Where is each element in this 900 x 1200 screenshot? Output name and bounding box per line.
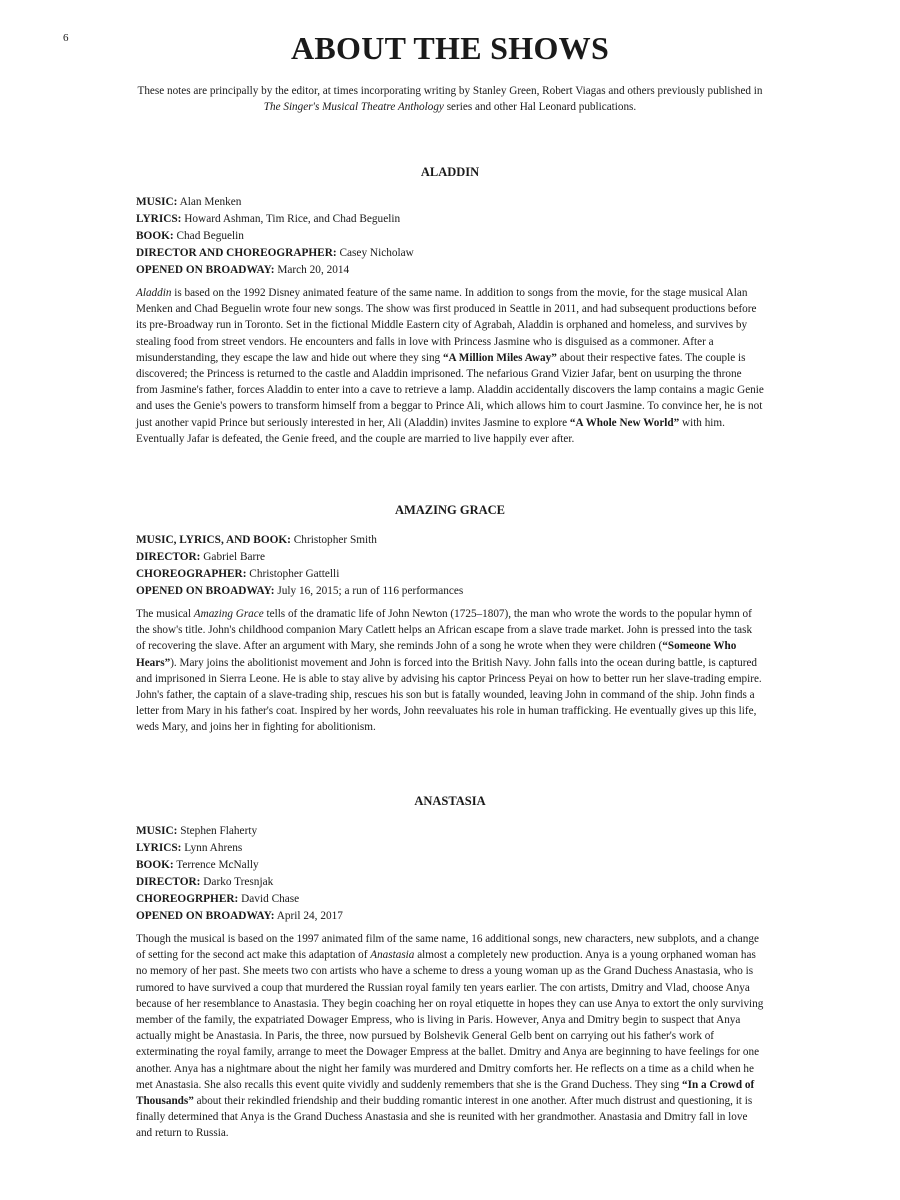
credit-label: CHOREOGRAPHER: (136, 568, 247, 580)
credit-choreographer (136, 566, 764, 583)
credit-label: LYRICS: (136, 213, 182, 225)
section-anastasia (136, 794, 764, 1142)
song-title: “A Whole New World” (569, 416, 680, 429)
intro-paragraph (135, 83, 765, 115)
credit-label: MUSIC, LYRICS, AND BOOK: (136, 534, 291, 546)
synopsis-text: tells of the dramatic life of John Newton (1725–1807), the man who wrote the words to the popular hymn of the show's title. John's childhood companion Mary Catlett helps an African escape from a slave trade market. John is pressed into the task of recovering the slave. After an argument with Mary, she reminds John of a song he wrote when they were children ( (136, 608, 753, 653)
section-title: ALADDIN (420, 165, 480, 179)
credit-value: Howard Ashman, Tim Rice, and Chad Beguelin (181, 213, 401, 225)
credit-value: Terrence McNally (173, 859, 259, 871)
credit-value: March 20, 2014 (274, 264, 350, 276)
credit-book (136, 228, 764, 245)
credit-value: Gabriel Barre (200, 551, 266, 563)
credit-label: DIRECTOR AND CHOREOGRAPHER: (136, 247, 337, 259)
credit-value: Christopher Smith (290, 534, 377, 546)
credit-music (136, 823, 764, 840)
credit-value: Alan Menken (177, 196, 242, 208)
synopsis-text: is based on the 1992 Disney animated feature of the same name. In addition to songs from the movie, for the stage musical Alan Menken and Chad Beguelin wrote four new songs. The show was first produced in Seattle in 2011, and had subsequent productions before its pre-Broadway run in Toronto. Set in the fictional Middle Eastern city of Agrabah, Aladdin is orphaned and homeless, and survives by stealing food from street vendors. He encounters and falls in love with Princess Jasmine who is disguised as a commoner. After a misunderstanding, they escape the law and hide out where they sing (136, 287, 757, 364)
credit-value: Casey Nicholaw (336, 247, 414, 259)
synopsis-text: The musical (136, 608, 194, 620)
show-title-italic: Aladdin (136, 287, 172, 299)
credit-value: Chad Beguelin (173, 230, 244, 242)
song-title: “Someone Who Hears” (136, 640, 737, 669)
credit-value: David Chase (238, 893, 300, 905)
song-title: “A Million Miles Away” (442, 351, 557, 364)
credits-list (136, 532, 764, 600)
credit-label: DIRECTOR: (136, 551, 201, 563)
synopsis-text: ). Mary joins the abolitionist movement and John is forced into the British Navy. John falls into the ocean during battle, is captured and imprisoned in Sierra Leone. He is able to stay alive by advising his captor Princess Peyai on how to better run her slave-trading empire. John's father, the captain of a slave-trading ship, rescues his son but is fatally wounded, leaving John in command of the ship. John finds a letter from Mary in his father's coat. Inspired by her words, John reevaluates his role in human trafficking. He eventually gives up this life, weds Mary, and joins her in fighting for abolitionism. (136, 656, 762, 734)
page-title: ABOUT THE SHOWS (290, 30, 610, 66)
credit-director (136, 549, 764, 566)
credit-opened (136, 583, 764, 600)
synopsis (136, 285, 764, 447)
credit-value: Lynn Ahrens (181, 842, 243, 854)
credit-value: Stephen Flaherty (177, 825, 258, 837)
section-aladdin (136, 165, 764, 447)
intro-text-1: These notes are principally by the editor, at times incorporating writing by Stanley Green, Robert Viagas and others previously published in (137, 85, 763, 97)
credit-lyrics (136, 211, 764, 228)
song-title: “In a Crowd of Thousands” (136, 1078, 755, 1108)
credit-label: BOOK: (136, 859, 174, 871)
show-title-italic: Anastasia (370, 949, 415, 962)
credit-label: MUSIC: (136, 196, 178, 208)
credit-label: OPENED ON BROADWAY: (136, 585, 275, 597)
credit-value: Darko Tresnjak (200, 876, 274, 888)
credit-opened (136, 262, 764, 279)
credits-list (136, 823, 764, 925)
credit-director (136, 874, 764, 891)
credit-choreographer (136, 891, 764, 908)
synopsis-text: about their respective fates. The couple is discovered; the Princess is returned to the castle and Aladdin imprisoned. The nefarious Grand Vizier Jafar, bent on usurping the throne from Jasmine's father, forces Aladdin to enter into a cave to retrieve a lamp. Aladdin accidentally discovers the lamp contains a magic Genie and uses the Genie's powers to transform himself from a beggar to Prince Ali, which allows him to court Jasmine. To convince her, he is not just another vapid Prince but seriously interested in her, Ali (Aladdin) invites Jasmine to explore (136, 351, 764, 429)
credit-music-lyrics-book (136, 532, 764, 549)
intro-italic-title: The Singer's Musical Theatre Anthology (263, 101, 444, 113)
synopsis-text: about their rekindled friendship and their budding romantic interest in one another. After much distrust and questioning, it is finally determined that Anya is the Grand Duchess Anastasia and she is reunited with her grandmother. Anastasia and Dmitry fall in love and return to Russia. (136, 1095, 753, 1140)
credits-list (136, 194, 764, 279)
credit-label: DIRECTOR: (136, 876, 201, 888)
section-title: ANASTASIA (414, 794, 486, 808)
intro-text-2: series and other Hal Leonard publications. (443, 101, 637, 113)
synopsis-text: almost a completely new production. Anya is a young orphaned woman has no memory of her past. She meets two con artists who have a scheme to dress a young woman up as the Grand Duchess Anastasia, who is rumored to have survived a coup that murdered the Russian royal family ten years earlier. The con artists, Dmitry and Vlad, choose Anya because of her resemblance to Anastasia. They begin coaching her on royal etiquette in hopes they can use Anya to extort the only surviving member of the family, the expatriated Dowager Empress, who is living in Paris. However, Anya and Dmitry begin to suspect that Anya actually might be Anastasia. In Paris, the three, now pursued by Bolshevik General Gelb bent on carrying out his father's work of exterminating the royal family, arrange to meet the Dowager Empress at the ballet. Dmitry and Anya are beginning to have feelings for one another. Anya has a nightmare about the night her family was murdered and Dmitry comforts her. He reflects on a time as a child when he met Anastasia. She also recalls this event quite vividly and suddenly remembers that she is the Grand Duchess. They sing (136, 949, 764, 1091)
page-number: 6 (63, 32, 69, 44)
synopsis-text: Though the musical is based on the 1997 animated film of the same name, 16 additional songs, new characters, new subplots, and a change of setting for the second act make this adaptation of (136, 933, 759, 962)
credit-director-choreographer (136, 245, 764, 262)
credit-book (136, 857, 764, 874)
credit-label: CHOREOGRPHER: (136, 893, 239, 905)
synopsis (136, 606, 764, 736)
section-title: AMAZING GRACE (394, 503, 506, 517)
credit-value: April 24, 2017 (274, 910, 343, 922)
credit-label: BOOK: (136, 230, 174, 242)
synopsis-text: with him. Eventually Jafar is defeated, the Genie freed, and the couple are married to live happily ever after. (136, 416, 725, 445)
credit-opened (136, 908, 764, 925)
credit-label: OPENED ON BROADWAY: (136, 264, 275, 276)
credit-label: OPENED ON BROADWAY: (136, 910, 275, 922)
credit-label: LYRICS: (136, 842, 182, 854)
credit-label: MUSIC: (136, 825, 178, 837)
credit-value: Christopher Gattelli (246, 568, 340, 580)
show-title-italic: Amazing Grace (193, 608, 264, 620)
credit-music (136, 194, 764, 211)
credit-lyrics (136, 840, 764, 857)
section-amazing-grace (136, 503, 764, 736)
credit-value: July 16, 2015; a run of 116 performances (274, 585, 464, 597)
synopsis (136, 931, 764, 1142)
